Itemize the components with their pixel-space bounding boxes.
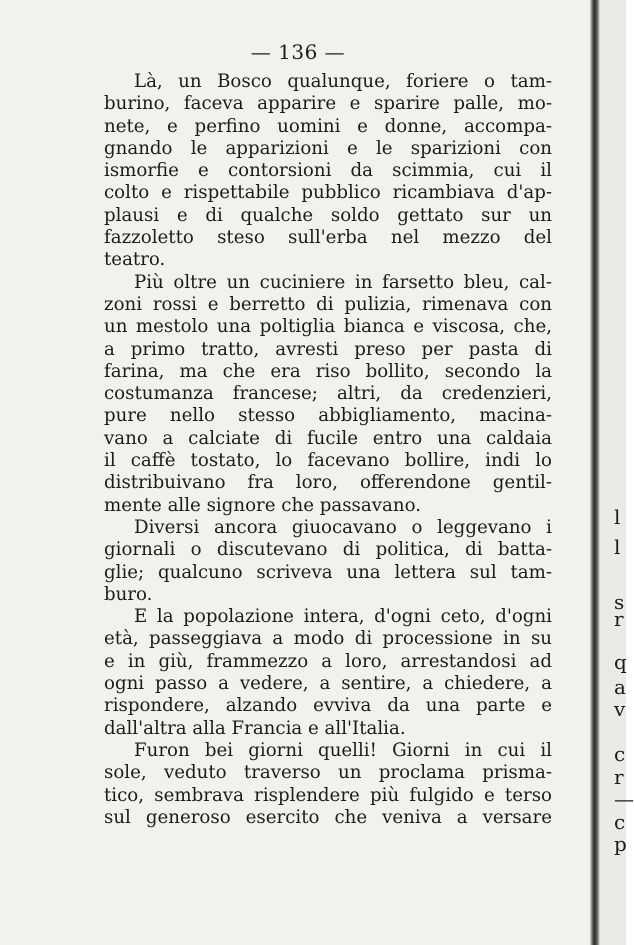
text-line: glie; qualcuno scriveva una lettera sul tam- xyxy=(104,561,552,583)
text-line: età, passeggiava a modo di processione in su xyxy=(104,628,552,650)
text-line: mente alle signore che passavano. xyxy=(104,494,421,516)
text-line: e in giù, frammezzo a loro, arrestandosi ad xyxy=(104,650,552,672)
text-line: un mestolo una poltiglia bianca e viscosa, che, xyxy=(104,316,552,338)
adjacent-page-glyph: v xyxy=(614,697,626,721)
adjacent-page-glyph: r xyxy=(614,607,624,631)
text-line: zoni rossi e berretto di pulizia, rimenava con xyxy=(104,293,552,315)
paragraph xyxy=(104,272,552,517)
text-line: fazzoletto steso sull'erba nel mezzo del xyxy=(104,227,552,249)
adjacent-page-glyph: q xyxy=(614,650,627,674)
text-line: Diversi ancora giuocavano o leggevano i xyxy=(134,516,552,538)
text-line: ismorfie e contorsioni da scimmia, cui il xyxy=(104,160,552,182)
adjacent-page-glyph: p xyxy=(614,832,627,856)
text-line: gnando le apparizioni e le sparizioni con xyxy=(104,137,552,159)
page-number: — 136 — xyxy=(250,40,346,64)
text-line: tico, sembrava risplendere più fulgido e terso xyxy=(104,784,552,806)
body-text xyxy=(104,71,552,829)
text-line: dall'altra alla Francia e all'Italia. xyxy=(104,717,406,739)
text-line: il caffè tostato, lo facevano bollire, indi lo xyxy=(104,450,552,472)
paragraph xyxy=(104,606,552,740)
text-line: nete, e perfino uomini e donne, accompa- xyxy=(104,115,552,137)
text-line: sul generoso esercito che veniva a versare xyxy=(104,806,552,828)
adjacent-page-edge xyxy=(600,0,634,945)
text-line: farina, ma che era riso bollito, secondo la xyxy=(104,360,552,382)
paragraph xyxy=(104,517,552,606)
text-line: rispondere, alzando evviva da una parte e xyxy=(104,695,552,717)
text-line: plausi e di qualche soldo gettato sur un xyxy=(104,204,552,226)
adjacent-page-glyph: a xyxy=(614,675,626,699)
adjacent-page-glyph: — xyxy=(614,787,634,811)
adjacent-page-glyph: l xyxy=(614,535,621,559)
text-line: buro. xyxy=(104,583,153,605)
text-line: distribuivano fra loro, offerendone gentil- xyxy=(104,472,552,494)
text-line: burino, faceva apparire e sparire palle, mo- xyxy=(104,93,552,115)
adjacent-page-glyph: c xyxy=(614,810,626,834)
text-line: vano a calciate di fucile entro una caldaia xyxy=(104,427,552,449)
text-line: teatro. xyxy=(104,249,166,271)
text-line: E la popolazione intera, d'ogni ceto, d'ogni xyxy=(134,606,552,628)
text-line: colto e rispettabile pubblico ricambiava d'ap- xyxy=(104,182,552,204)
adjacent-page-glyph: l xyxy=(614,505,621,529)
text-line: a primo tratto, avresti preso per pasta di xyxy=(104,338,552,360)
text-line: sole, veduto traverso un proclama prisma- xyxy=(104,762,552,784)
text-line: giornali o discutevano di politica, di batta- xyxy=(104,539,552,561)
text-line: Più oltre un cuciniere in farsetto bleu, cal- xyxy=(134,271,552,293)
text-line: Furon bei giorni quelli! Giorni in cui il xyxy=(134,739,552,761)
text-line: Là, un Bosco qualunque, foriere o tam- xyxy=(134,71,552,92)
text-line: pure nello stesso abbigliamento, macina- xyxy=(104,405,552,427)
adjacent-page-glyph: r xyxy=(614,765,624,789)
book-gutter xyxy=(590,0,600,945)
paragraph xyxy=(104,71,552,272)
text-line: ogni passo a vedere, a sentire, a chiedere, a xyxy=(104,673,552,695)
adjacent-page-glyph: c xyxy=(614,742,626,766)
paragraph xyxy=(104,740,552,829)
text-line: costumanza francese; altri, da credenzieri, xyxy=(104,383,552,405)
adjacent-page-glyph: s xyxy=(614,590,625,614)
